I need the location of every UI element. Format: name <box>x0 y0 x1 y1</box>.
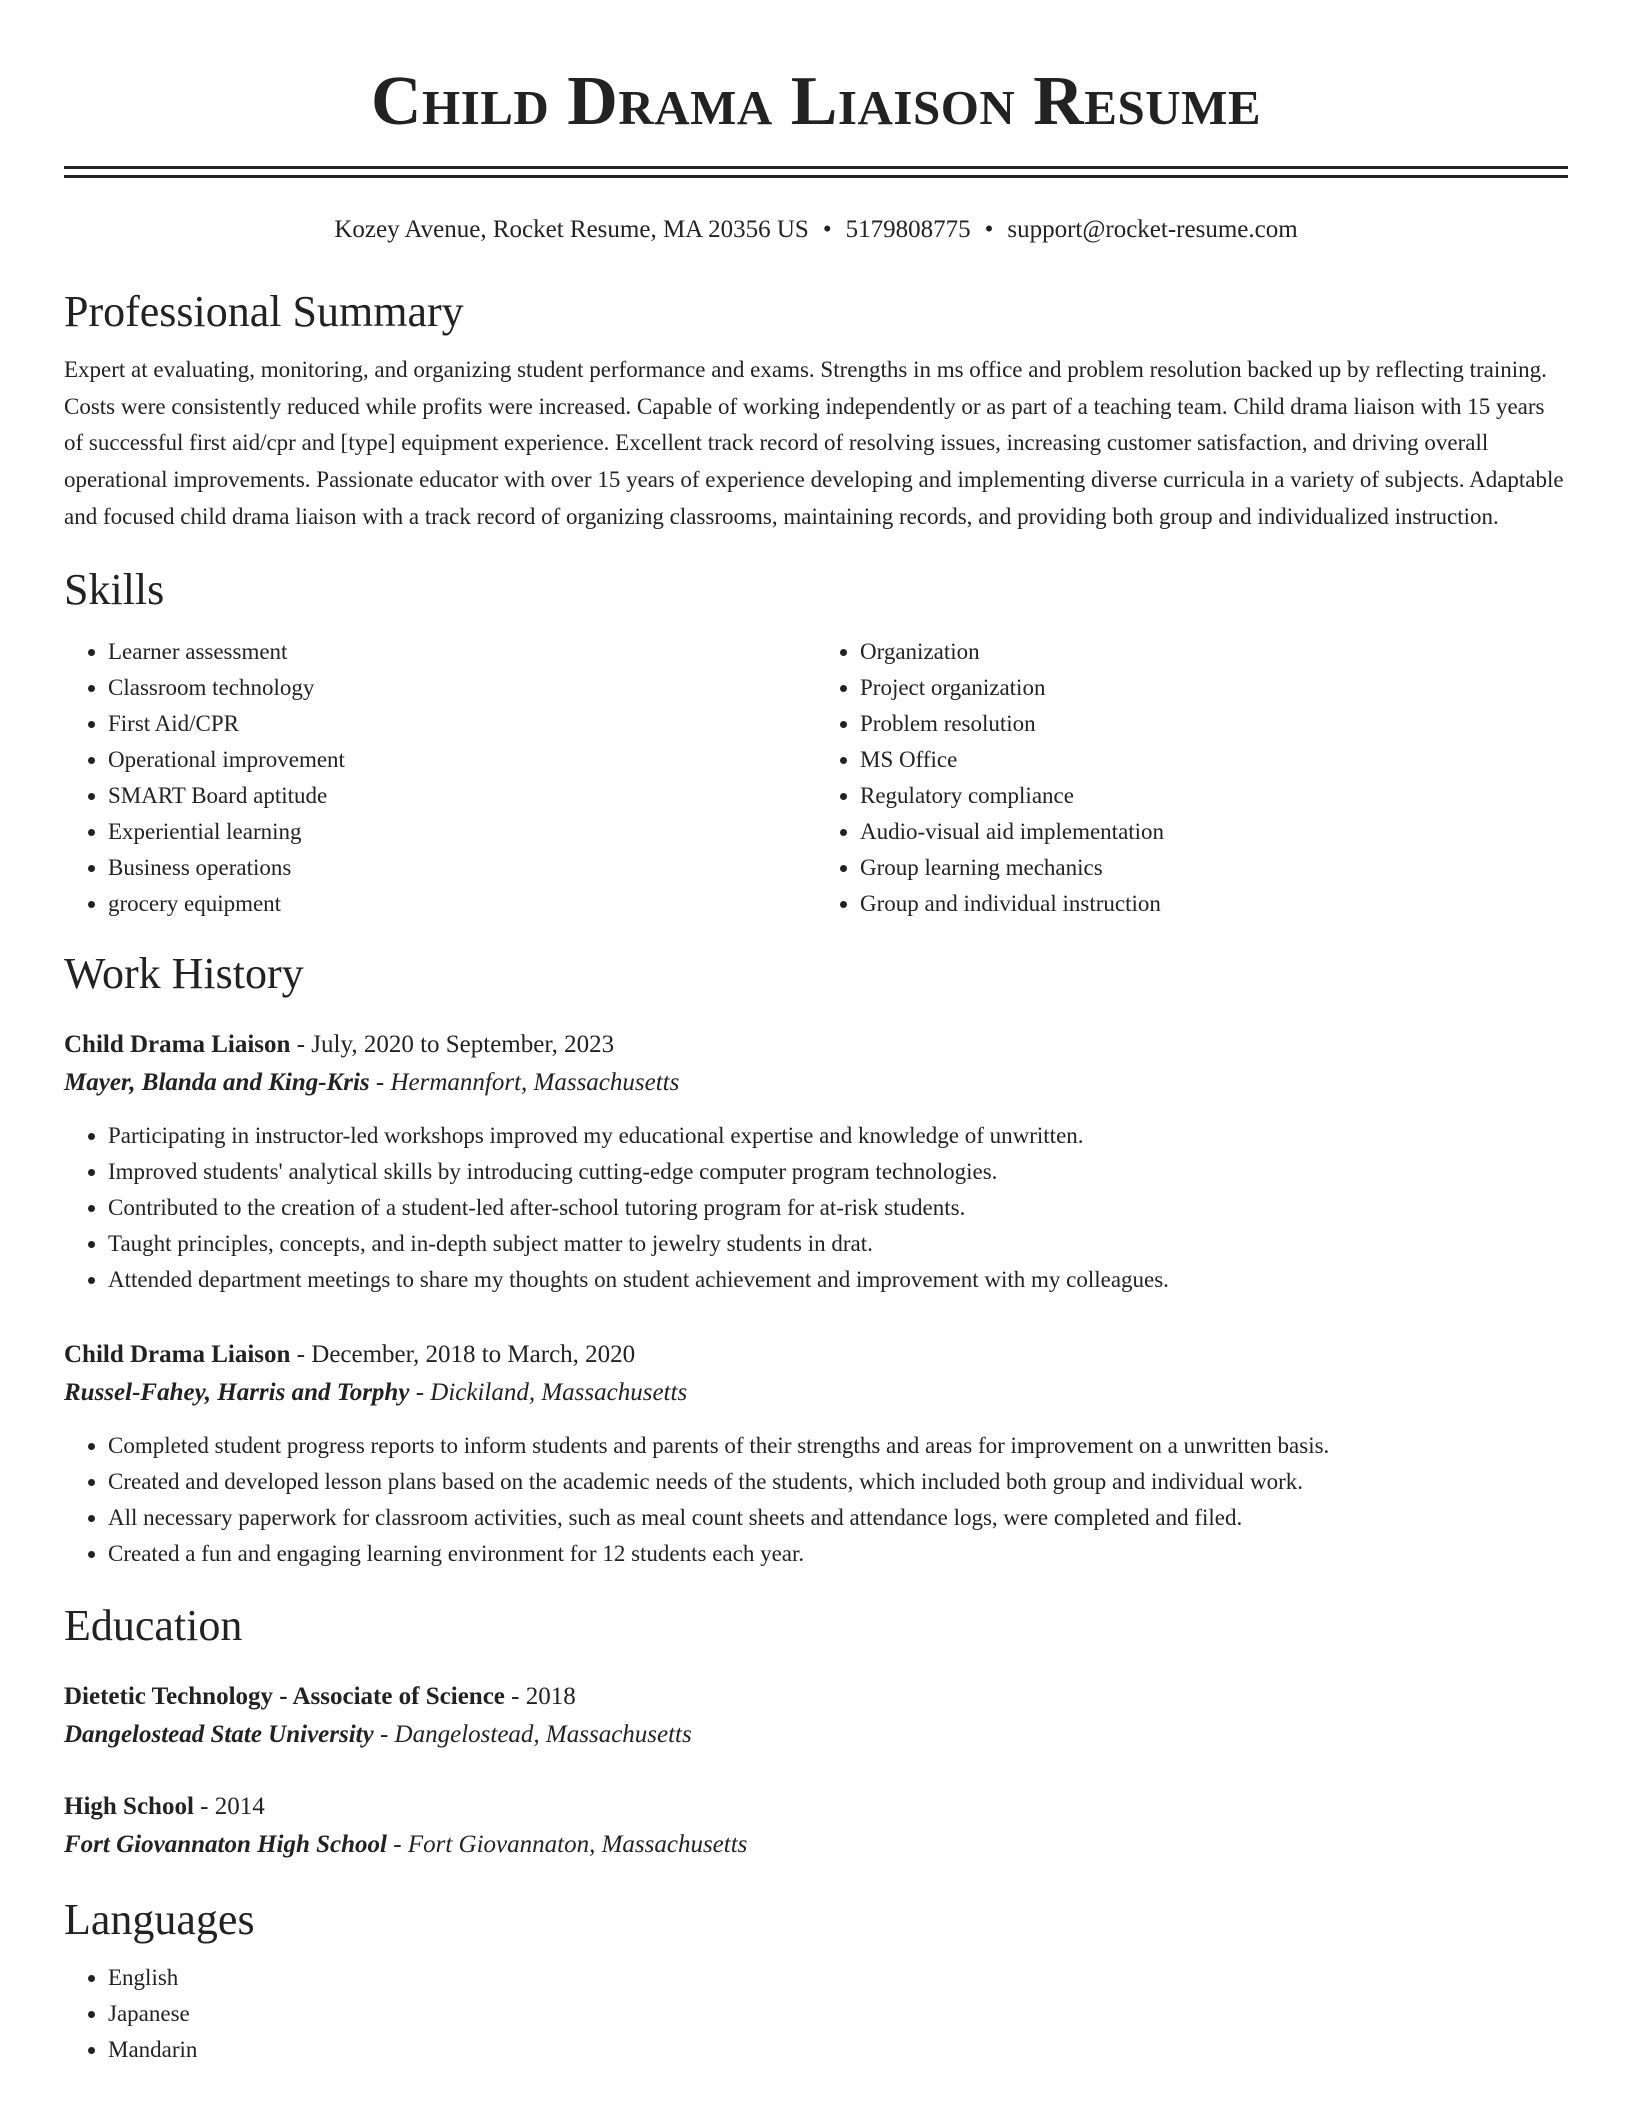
skills-section <box>64 564 1568 922</box>
job-dates: - July, 2020 to September, 2023 <box>290 1030 615 1058</box>
education-entry <box>64 1788 1568 1864</box>
skills-columns <box>64 634 1568 922</box>
skill-item: • Experiential learning <box>108 814 816 850</box>
job-title-line <box>64 1336 1568 1374</box>
job-bullet: • Created and developed lesson plans based on the academic needs of the students, which included both group and individual work. <box>108 1464 1568 1500</box>
languages-list <box>64 1960 1568 2068</box>
skill-item: • Group learning mechanics <box>860 850 1568 886</box>
job-title: Child Drama Liaison <box>64 1030 291 1058</box>
job-bullets <box>64 1428 1568 1572</box>
work-history-heading: Work History <box>64 948 304 998</box>
skills-right-list <box>816 634 1568 922</box>
contact-phone: 5179808775 <box>845 216 971 243</box>
skills-heading: Skills <box>64 564 165 614</box>
job-bullet: • Contributed to the creation of a student-led after-school tutoring program for at-risk students. <box>108 1190 1568 1226</box>
contact-separator: • <box>822 216 832 243</box>
job-bullet: • Created a fun and engaging learning environment for 12 students each year. <box>108 1536 1568 1572</box>
skill-item: • Group and individual instruction <box>860 886 1568 922</box>
language-item: • English <box>108 1960 1568 1996</box>
company-line <box>64 1064 1568 1102</box>
contact-email[interactable]: support@rocket-resume.com <box>1007 216 1298 243</box>
education-section <box>64 1600 1568 1864</box>
job-bullet: • Improved students' analytical skills by introducing cutting-edge computer program technologies. <box>108 1154 1568 1190</box>
skills-left-list <box>64 634 816 922</box>
summary-heading: Professional Summary <box>64 287 464 336</box>
skill-item: • Regulatory compliance <box>860 778 1568 814</box>
job-title: Child Drama Liaison <box>64 1340 291 1368</box>
contact-line <box>64 214 1568 246</box>
skill-item: • Audio-visual aid implementation <box>860 814 1568 850</box>
job-dates: - December, 2018 to March, 2020 <box>290 1340 636 1368</box>
degree-name: High School <box>64 1792 194 1820</box>
company-location: - Dickiland, Massachusetts <box>409 1378 688 1406</box>
company-name: Russel-Fahey, Harris and Torphy <box>64 1378 410 1406</box>
education-entry <box>64 1678 1568 1754</box>
summary-section <box>64 286 1568 536</box>
education-heading: Education <box>64 1600 243 1650</box>
contact-separator: • <box>984 216 994 243</box>
title-rule-bottom <box>64 175 1568 178</box>
job-bullets <box>64 1118 1568 1298</box>
job-title-line <box>64 1026 1568 1064</box>
skill-item: • Learner assessment <box>108 634 816 670</box>
school-line <box>64 1716 1568 1754</box>
skill-item: • Business operations <box>108 850 816 886</box>
skill-item: • SMART Board aptitude <box>108 778 816 814</box>
degree-name: Dietetic Technology - Associate of Science <box>64 1682 505 1710</box>
job-entry <box>64 1026 1568 1298</box>
school-location: - Dangelostead, Massachusetts <box>373 1720 692 1748</box>
language-item: • Japanese <box>108 1996 1568 2032</box>
language-item: • Mandarin <box>108 2032 1568 2068</box>
company-line <box>64 1374 1568 1412</box>
degree-year: - 2018 <box>504 1682 576 1710</box>
work-history-section <box>64 948 1568 1572</box>
school-location: - Fort Giovannaton, Massachusetts <box>387 1830 748 1858</box>
languages-section <box>64 1894 1568 2068</box>
contact-address: Kozey Avenue, Rocket Resume, MA 20356 US <box>334 216 809 243</box>
school-name: Dangelostead State University <box>64 1720 374 1748</box>
job-bullet: • Participating in instructor-led workshops improved my educational expertise and knowledge of unwritten. <box>108 1118 1568 1154</box>
job-entry <box>64 1336 1568 1572</box>
degree-line <box>64 1788 1568 1826</box>
skill-item: • grocery equipment <box>108 886 816 922</box>
job-bullet: • Attended department meetings to share my thoughts on student achievement and improvement with my colleagues. <box>108 1262 1568 1298</box>
degree-line <box>64 1678 1568 1716</box>
company-name: Mayer, Blanda and King-Kris <box>64 1068 370 1096</box>
school-line <box>64 1826 1568 1864</box>
school-name: Fort Giovannaton High School <box>64 1830 387 1858</box>
skill-item: • First Aid/CPR <box>108 706 816 742</box>
summary-text: Expert at evaluating, monitoring, and organizing student performance and exams. Strengths in ms office and problem resolution backed up by reflecting training. Costs were consistently reduced while profits were increased. Capable of working independently or as part of a teaching team. Child drama liaison with 15 years of successful first aid/cpr and [type] equipment experience. Excellent track record of resolving issues, increasing customer satisfaction, and driving overall operational improvements. Passionate educator with over 15 years of experience developing and implementing diverse curricula in a variety of subjects. Adaptable and focused child drama liaison with a track record of organizing classrooms, maintaining records, and providing both group and individualized instruction. <box>64 357 1564 529</box>
company-location: - Hermannfort, Massachusetts <box>369 1068 680 1096</box>
skill-item: • MS Office <box>860 742 1568 778</box>
resume-title: Child Drama Liaison Resume <box>370 63 1262 140</box>
skill-item: • Project organization <box>860 670 1568 706</box>
skill-item: • Organization <box>860 634 1568 670</box>
job-bullet: • All necessary paperwork for classroom activities, such as meal count sheets and attendance logs, were completed and filed. <box>108 1500 1568 1536</box>
job-bullet: • Completed student progress reports to inform students and parents of their strengths and areas for improvement on a unwritten basis. <box>108 1428 1568 1464</box>
languages-heading: Languages <box>64 1894 255 1944</box>
degree-year: - 2014 <box>193 1792 265 1820</box>
skill-item: • Problem resolution <box>860 706 1568 742</box>
skill-item: • Operational improvement <box>108 742 816 778</box>
job-bullet: • Taught principles, concepts, and in-depth subject matter to jewelry students in drat. <box>108 1226 1568 1262</box>
title-rule-top <box>64 166 1568 169</box>
skill-item: • Classroom technology <box>108 670 816 706</box>
